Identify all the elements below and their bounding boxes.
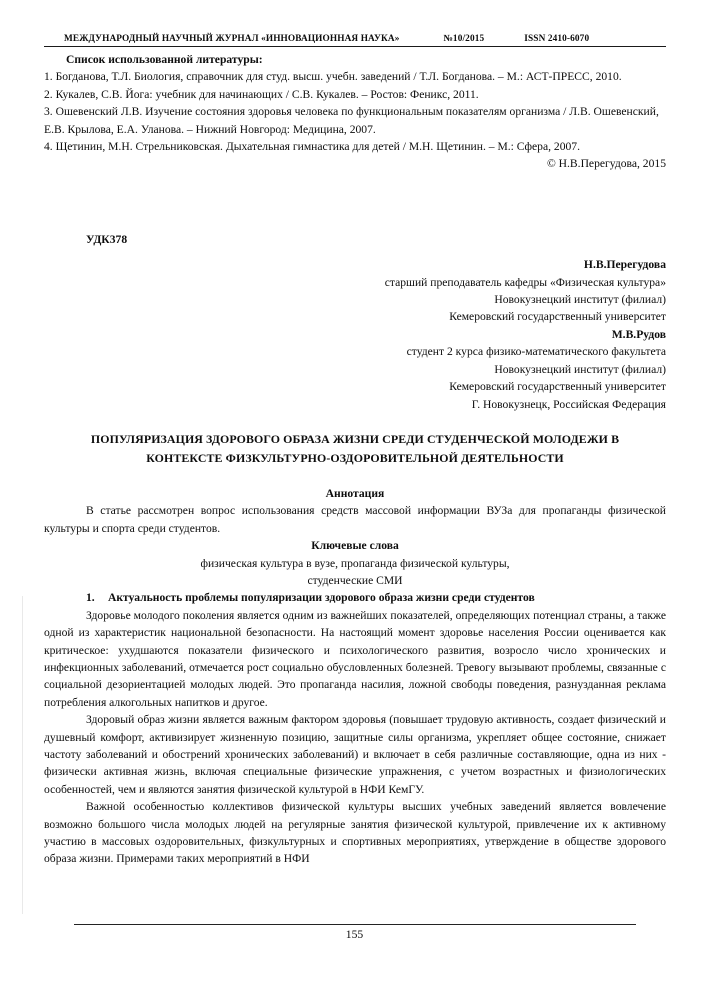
running-head (44, 34, 666, 46)
author-affiliation: Кемеровский государственный университет (449, 310, 666, 324)
section-heading (44, 589, 666, 606)
author-affiliation: старший преподаватель кафедры «Физическая культура» (384, 275, 666, 289)
author-name: Н.В.Перегудова (583, 258, 666, 272)
abstract-text: В статье рассмотрен вопрос использования средств массовой информации ВУЗа для пропаганды физической культуры и спорта среди студентов. (44, 504, 666, 535)
section-number: 1. (86, 591, 95, 605)
body-paragraph: Здоровье молодого поколения является одним из важнейших показателей, определяющих потенциал страны, а также одной из характеристик национальной безопасности. На настоящий момент здоровье населения России оценивается как критическое: ухудшаются показатели физического и психологического развития, возросло число хронических и инфекционных заболеваний, отмечается рост социально обусловленных болезней. Тревогу вызывают проблемы, связанные с социальной дезориентацией молодых людей. Это пропаганда насилия, ложной свободы поведения, разнузданная реклама потребления алкогольных напитков и другое. (44, 608, 666, 709)
article-title: ПОПУЛЯРИЗАЦИЯ ЗДОРОВОГО ОБРАЗА ЖИЗНИ СРЕДИ СТУДЕНЧЕСКОЙ МОЛОДЕЖИ В КОНТЕКСТЕ ФИЗКУЛЬТУРНО-ОЗДОРОВИТЕЛЬНОЙ ДЕЯТЕЛЬНОСТИ (90, 431, 620, 465)
section-heading-text: Актуальность проблемы популяризации здорового образа жизни среди студентов (108, 591, 535, 605)
author-affiliation: Новокузнецкий институт (филиал) (494, 293, 666, 307)
author-affiliation: Новокузнецкий институт (филиал) (494, 362, 666, 376)
references-heading: Список использованной литературы: (66, 53, 263, 66)
block-spacer (44, 468, 666, 485)
issn: ISSN 2410-6070 (524, 34, 590, 44)
block-spacer (44, 248, 666, 256)
keywords-line: студенческие СМИ (307, 573, 403, 587)
author-name: М.В.Рудов (611, 327, 666, 341)
body-paragraph: Здоровый образ жизни является важным фактором здоровья (повышает трудовую активность, создает физический и душевный комфорт, активизирует жизненную позицию, защитные силы организма, укрепляет общее состояние, снижает частоту заболеваний и обострений хронических заболеваний) и включает в себя различные составляющие, одна из них - физически активная жизнь, включая специальные физические упражнения, с учетом возрастных и физиологических особенностей, чем и являются занятия физической культурой в НФИ КемГУ. (44, 713, 666, 796)
block-spacer (44, 173, 666, 231)
body-paragraph: Важной особенностью коллективов физической культуры высших учебных заведений является вовлечение возможно большого числа молодых людей на регулярные занятия физической культурой, привлечение их к активному участию в массовых оздоровительных, физкультурных и спортивных мероприятиях, утверждение в обществе здорового образа жизни. Примерами таких мероприятий в НФИ (44, 800, 666, 866)
journal-title: МЕЖДУНАРОДНЫЙ НАУЧНЫЙ ЖУРНАЛ «ИННОВАЦИОННАЯ НАУКА» (64, 34, 400, 44)
reference-item: 4. Щетинин, М.Н. Стрельниковская. Дыхательная гимнастика для детей / М.Н. Щетинин. – М.: Сфера, 2007. (44, 140, 580, 154)
keywords-line: физическая культура в вузе, пропаганда физической культуры, (200, 556, 510, 570)
reference-item: 2. Кукалев, С.В. Йога: учебник для начинающих / С.В. Кукалев. – Ростов: Феникс, 2011. (44, 87, 479, 101)
author-affiliation: студент 2 курса физико-математического факультета (406, 345, 666, 359)
copyright-line: © Н.В.Перегудова, 2015 (546, 157, 666, 171)
udk-code: УДК378 (86, 232, 128, 246)
header-rule (44, 46, 666, 47)
author-affiliation: Кемеровский государственный университет (449, 380, 666, 394)
footer-rule (74, 924, 636, 925)
reference-item: 3. Ошевенский Л.В. Изучение состояния здоровья человека по функциональным показателям организма / Л.В. Ошевенский, Е.В. Крылова, Е.А. Уланова. – Нижний Новгород: Медицина, 2007. (44, 105, 659, 136)
scan-artifact-line (22, 596, 23, 914)
reference-item: 1. Богданова, Т.Л. Биология, справочник для студ. высш. учебн. заведений / Т.Л. Богданова. – М.: АСТ-ПРЕСС, 2010. (44, 70, 622, 84)
page-number: 155 (345, 928, 364, 941)
keywords-heading: Ключевые слова (311, 539, 399, 553)
page-content (44, 34, 666, 868)
block-spacer (44, 413, 666, 430)
author-affiliation: Г. Новокузнецк, Российская Федерация (471, 397, 666, 411)
abstract-heading: Аннотация (325, 486, 385, 500)
issue-number: №10/2015 (443, 34, 485, 44)
